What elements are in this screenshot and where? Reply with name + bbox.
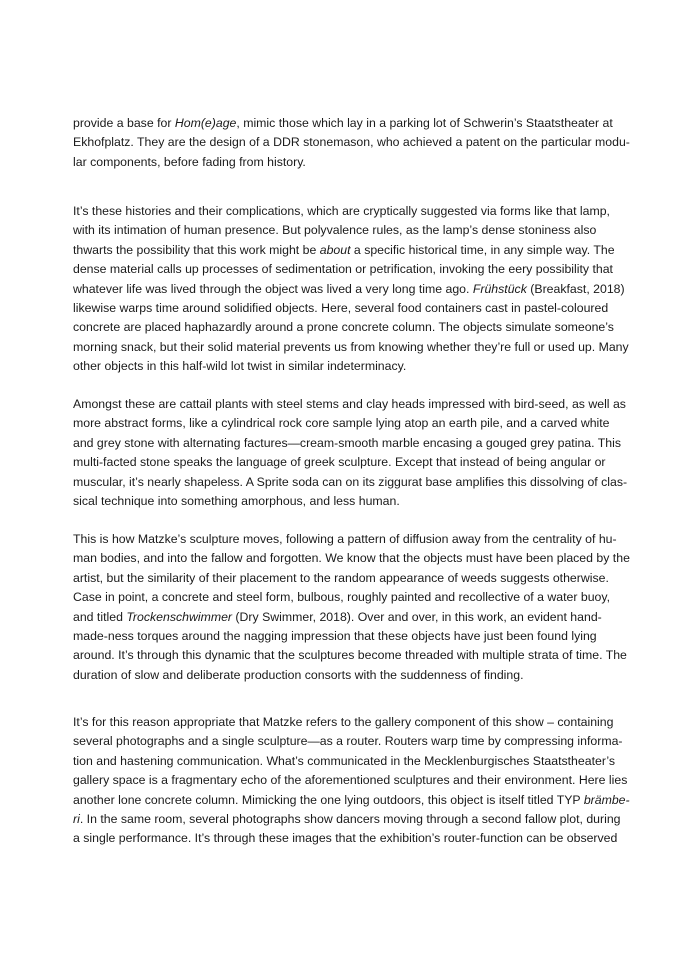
text-line — [73, 453, 633, 472]
paragraph-4 — [73, 530, 633, 685]
text-line — [73, 153, 633, 172]
italic-title: brämbe- — [583, 792, 630, 807]
text-line — [73, 829, 633, 848]
text-run: whatever life was lived through the object was lived a very long time ago. — [73, 281, 473, 296]
text-line — [73, 588, 633, 607]
italic-title: Trockenschwimmer — [126, 609, 233, 624]
text-run: Amongst these are cattail plants with steel stems and clay heads impressed with bird-seed, as well as — [73, 397, 626, 411]
text-line — [73, 569, 633, 588]
italic-title: about — [319, 242, 351, 257]
text-line — [73, 492, 633, 511]
text-run: . In the same room, several photographs show dancers moving through a second fallow plot, during — [79, 811, 621, 826]
paragraph-1 — [73, 114, 633, 172]
text-line — [73, 627, 633, 646]
text-run: man bodies, and into the fallow and forgotten. We know that the objects must have been placed by the — [73, 551, 630, 566]
text-run: gallery space is a fragmentary echo of the aforementioned sculptures and their environment. Here lies — [73, 773, 628, 788]
text-run: Case in point, a concrete and steel form, bulbous, roughly painted and recollective of a water buoy, — [73, 590, 611, 605]
text-run: around. It’s through this dynamic that the sculptures become threaded with multiple strata of time. The — [73, 648, 627, 663]
text-line — [73, 473, 633, 492]
text-line — [73, 221, 633, 240]
text-line — [73, 414, 633, 433]
text-line — [73, 646, 633, 665]
text-run: a specific historical time, in any simple way. The — [350, 242, 615, 257]
text-run: made-ness torques around the nagging impression that these objects have just been found lying — [73, 628, 597, 643]
text-run: multi-facted stone speaks the language of greek sculpture. Except that instead of being angular or — [73, 455, 606, 470]
text-line — [73, 280, 633, 299]
text-run: another lone concrete column. Mimicking the one lying outdoors, this object is itself titled TYP — [73, 792, 584, 807]
text-line — [73, 608, 633, 627]
text-line — [73, 133, 633, 152]
text-run: a single performance. It’s through these images that the exhibition’s router-function can be observed — [73, 831, 618, 846]
text-line — [73, 713, 633, 732]
text-run: It’s for this reason appropriate that Matzke refers to the gallery component of this show – containing — [73, 715, 614, 729]
text-line — [73, 666, 633, 685]
text-line — [73, 791, 633, 810]
text-run: likewise warps time around solidified objects. Here, several food containers cast in pastel-coloured — [73, 300, 609, 315]
italic-title: ri — [73, 811, 80, 826]
paragraph-3 — [73, 395, 633, 511]
paragraph-2 — [73, 202, 633, 377]
text-run: morning snack, but their solid material prevents us from knowing whether they’re full or used up. Many — [73, 339, 629, 354]
text-run: It’s these histories and their complications, which are cryptically suggested via forms like that lamp, — [73, 204, 610, 218]
text-run: other objects in this half-wild lot twist in similar indeterminacy. — [73, 359, 407, 374]
text-run: with its intimation of human presence. But polyvalence rules, as the lamp’s dense stoniness also — [73, 223, 597, 238]
text-run: , mimic those which lay in a parking lot of Schwerin’s Staatstheater at — [236, 116, 613, 130]
text-line — [73, 752, 633, 771]
text-run: several photographs and a single sculpture—as a router. Routers warp time by compressing informa- — [73, 734, 623, 749]
text-run: duration of slow and deliberate production consorts with the suddenness of finding. — [73, 667, 524, 682]
text-line — [73, 357, 633, 376]
text-run: dense material calls up processes of sedimentation or petrification, invoking the eery possibility that — [73, 262, 613, 277]
italic-title: Frühstück — [472, 281, 527, 296]
text-line — [73, 732, 633, 751]
text-line — [73, 260, 633, 279]
text-line — [73, 299, 633, 318]
text-line — [73, 810, 633, 829]
text-run: Ekhofplatz. They are the design of a DDR stonemason, who achieved a patent on the particular modu- — [73, 135, 630, 150]
text-line — [73, 338, 633, 357]
text-run: (Breakfast, 2018) — [526, 281, 625, 296]
paragraph-5 — [73, 713, 633, 849]
text-run: (Dry Swimmer, 2018). Over and over, in this work, an evident hand- — [232, 609, 602, 624]
text-run: tion and hastening communication. What’s communicated in the Mecklenburgisches Staatstheater’s — [73, 753, 616, 768]
text-run: muscular, it’s nearly shapeless. A Sprite soda can on its ziggurat base amplifies this dissolving of clas- — [73, 474, 628, 489]
text-line — [73, 434, 633, 453]
text-line — [73, 530, 633, 549]
text-line — [73, 771, 633, 790]
text-line — [73, 318, 633, 337]
text-line — [73, 114, 633, 133]
text-run: This is how Matzke’s sculpture moves, following a pattern of diffusion away from the centrality of hu- — [73, 532, 617, 546]
text-line — [73, 549, 633, 568]
italic-title: Hom(e)age — [174, 116, 237, 130]
text-run: lar components, before fading from history. — [73, 154, 306, 169]
text-run: provide a base for — [73, 116, 175, 130]
text-line — [73, 202, 633, 221]
text-line — [73, 395, 633, 414]
text-run: thwarts the possibility that this work might be — [73, 242, 320, 257]
text-run: artist, but the similarity of their placement to the random appearance of weeds suggests otherwise. — [73, 570, 609, 585]
text-run: concrete are placed haphazardly around a prone concrete column. The objects simulate someone’s — [73, 320, 614, 335]
text-line — [73, 241, 633, 260]
text-run: and grey stone with alternating factures—cream-smooth marble encasing a gouged grey patina. This — [73, 435, 621, 450]
text-run: sical technique into something amorphous, and less human. — [73, 493, 400, 508]
text-run: and titled — [73, 609, 127, 624]
text-run: more abstract forms, like a cylindrical rock core sample lying atop an earth pile, and a carved white — [73, 416, 610, 431]
